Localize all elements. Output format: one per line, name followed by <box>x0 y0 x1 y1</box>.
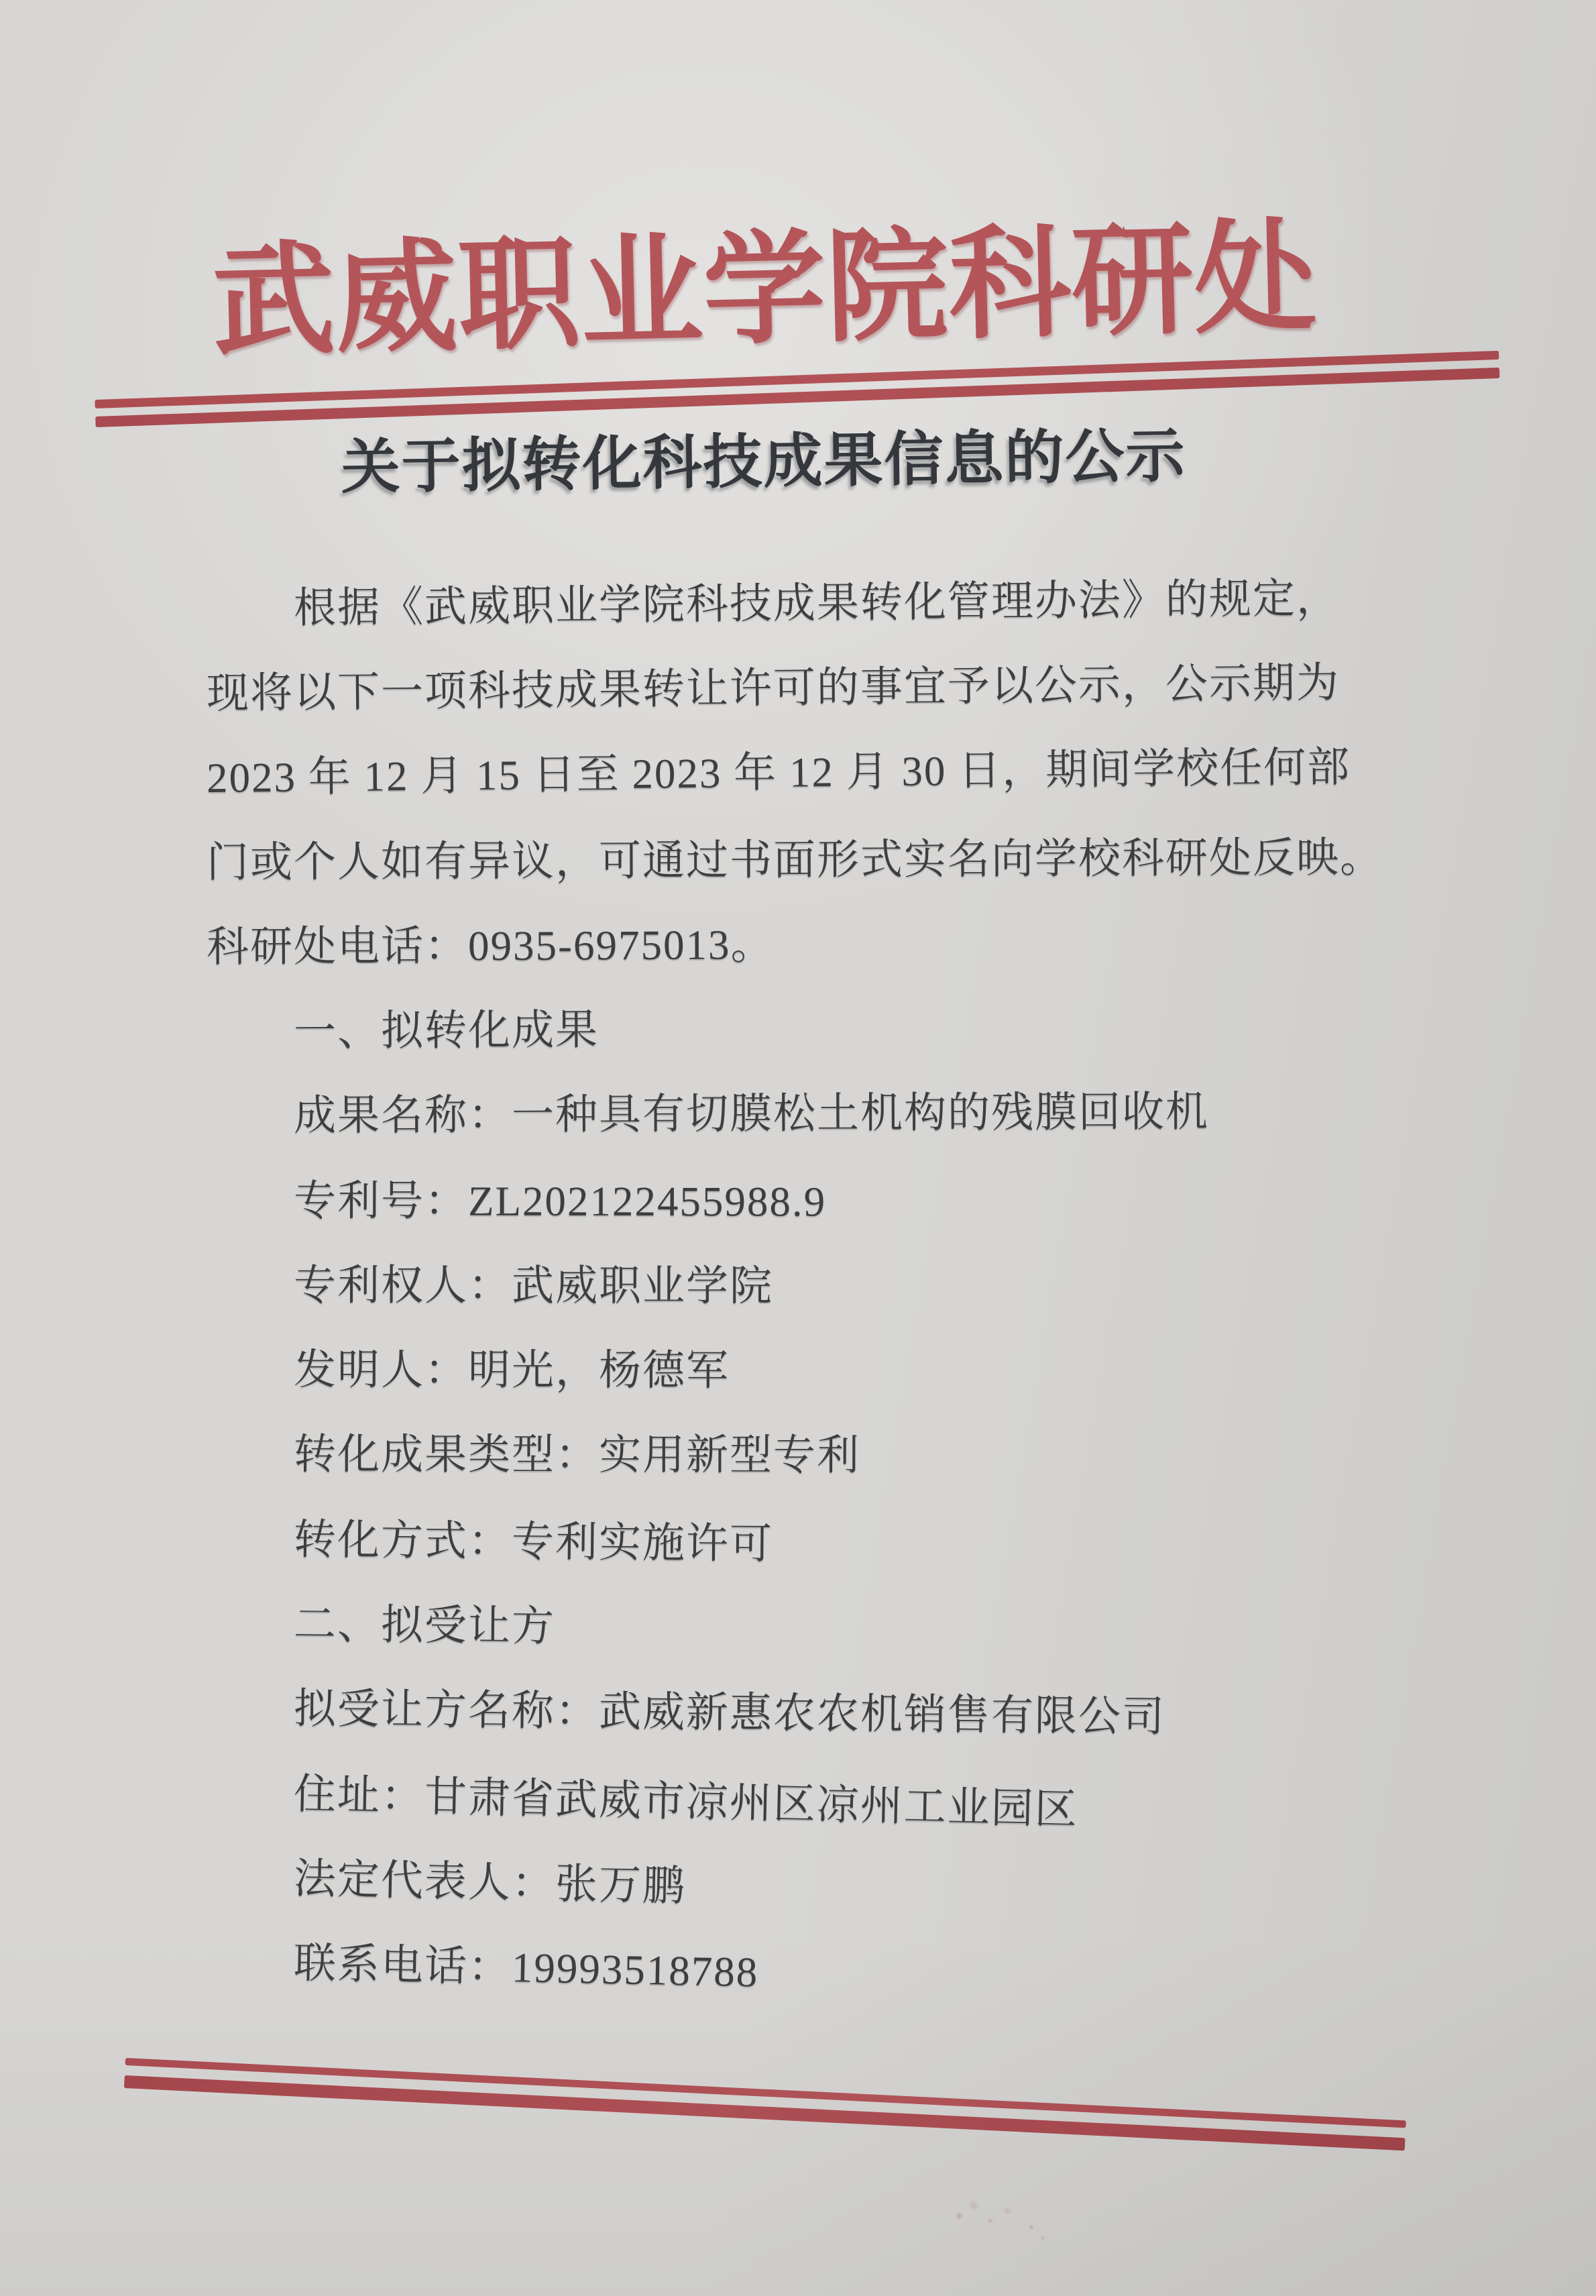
body-line: 专利权人：武威职业学院 <box>293 1262 774 1310</box>
body-line: 门或个人如有异议，可通过书面形式实名向学校科研处反映。 <box>206 834 1384 886</box>
body-line-section-heading: 一、拟转化成果 <box>293 1006 600 1055</box>
body-line: 科研处电话：0935-6975013。 <box>206 921 775 971</box>
body-line: 发明人：明光，杨德军 <box>293 1346 730 1395</box>
footer-rule <box>124 2058 1406 2150</box>
body-line: 拟受让方名称：武威新惠农农机销售有限公司 <box>293 1685 1166 1741</box>
ink-smudge <box>931 2173 1061 2260</box>
body-line: 住址：甘肃省武威市凉州区凉州工业园区 <box>293 1770 1079 1834</box>
body-line-section-heading: 二、拟受让方 <box>293 1600 556 1650</box>
body-line: 成果名称：一种具有切膜松土机构的残膜回收机 <box>293 1088 1210 1140</box>
letterhead: 武威职业学院科研处 <box>211 211 1318 371</box>
body-line: 联系电话：19993518788 <box>293 1939 760 1996</box>
body-line: 2023 年 12 月 15 日至 2023 年 12 月 30 日，期间学校任何部 <box>206 743 1351 802</box>
notice-title: 关于拟转化科技成果信息的公示 <box>340 422 1187 500</box>
body-line: 根据《武威职业学院科技成果转化管理办法》的规定， <box>293 574 1341 632</box>
body-line: 法定代表人：张万鹏 <box>293 1855 687 1910</box>
body-line: 转化方式：专利实施许可 <box>293 1516 774 1568</box>
body-line: 专利号：ZL202122455988.9 <box>293 1177 827 1225</box>
body-line: 现将以下一项科技成果转让许可的事宜予以公示，公示期为 <box>206 659 1341 717</box>
body-line: 转化成果类型：实用新型专利 <box>293 1431 861 1479</box>
notice-body <box>207 567 1414 2004</box>
